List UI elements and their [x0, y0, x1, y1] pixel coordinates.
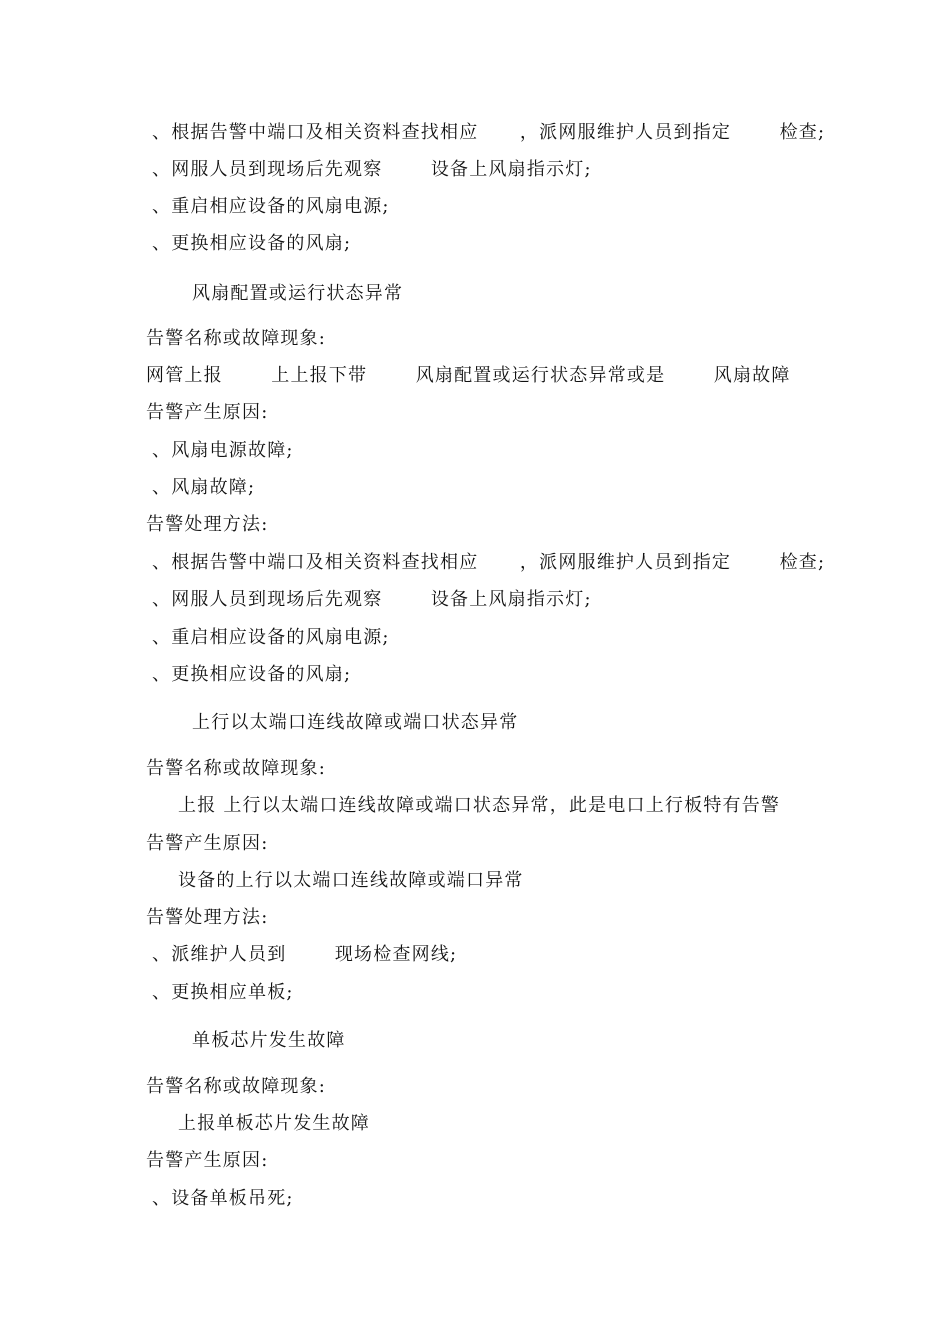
list-item: 、更换相应设备的风扇;	[152, 233, 352, 254]
section-heading: 单板芯片发生故障	[192, 1030, 346, 1051]
list-item: 、根据告警中端口及相关资料查找相应 ，派网服维护人员到指定 检查;	[152, 552, 826, 573]
list-item: 、风扇故障;	[152, 477, 256, 498]
paragraph: 网管上报 上上报下带 风扇配置或运行状态异常或是 风扇故障	[146, 365, 791, 386]
list-item: 、风扇电源故障;	[152, 440, 294, 461]
list-item: 、派维护人员到 现场检查网线;	[152, 944, 458, 965]
paragraph: 上报 上行以太端口连线故障或端口状态异常，此是电口上行板特有告警	[178, 795, 781, 816]
field-label: 告警处理方法:	[146, 907, 269, 928]
list-item: 、更换相应设备的风扇;	[152, 664, 352, 685]
list-item: 、重启相应设备的风扇电源;	[152, 627, 390, 648]
list-item: 、网服人员到现场后先观察 设备上风扇指示灯;	[152, 159, 592, 180]
list-item: 、重启相应设备的风扇电源;	[152, 196, 390, 217]
list-item: 、根据告警中端口及相关资料查找相应 ，派网服维护人员到指定 检查;	[152, 122, 826, 143]
section-heading: 风扇配置或运行状态异常	[192, 283, 404, 304]
field-label: 告警产生原因:	[146, 1150, 269, 1171]
list-item: 、网服人员到现场后先观察 设备上风扇指示灯;	[152, 589, 592, 610]
paragraph: 上报单板芯片发生故障	[178, 1113, 370, 1134]
field-label: 告警名称或故障现象:	[146, 1076, 327, 1097]
field-label: 告警名称或故障现象:	[146, 328, 327, 349]
field-label: 告警名称或故障现象:	[146, 758, 327, 779]
list-item: 、设备单板吊死;	[152, 1188, 294, 1209]
paragraph: 设备的上行以太端口连线故障或端口异常	[178, 870, 524, 891]
field-label: 告警产生原因:	[146, 402, 269, 423]
field-label: 告警产生原因:	[146, 833, 269, 854]
field-label: 告警处理方法:	[146, 514, 269, 535]
list-item: 、更换相应单板;	[152, 982, 294, 1003]
section-heading: 上行以太端口连线故障或端口状态异常	[192, 712, 519, 733]
